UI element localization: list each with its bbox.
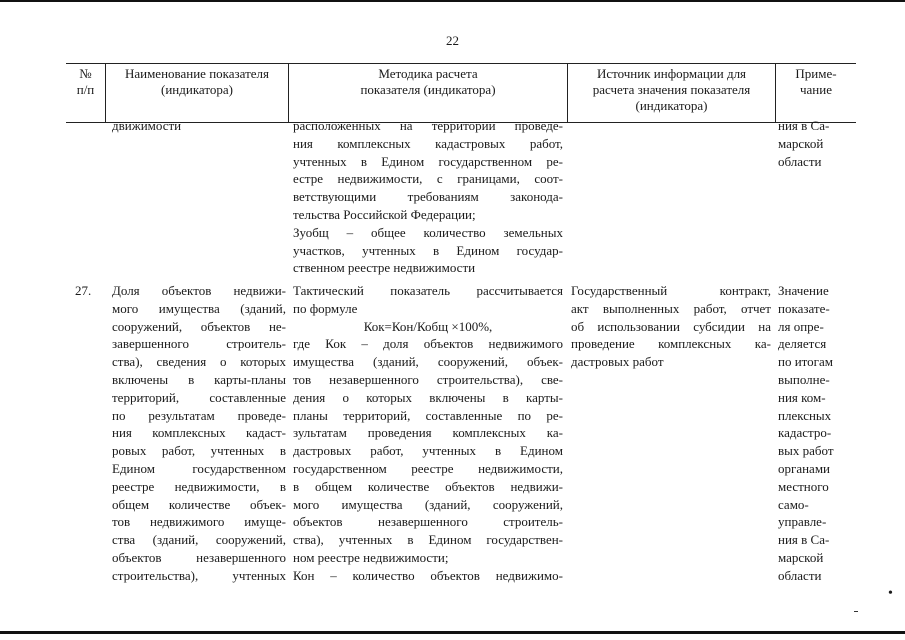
bottom-border: [0, 631, 905, 634]
cont-method-cell: расположенных на территории проведе- ния комплексных кадастровых работ, учтенных в Едином государственном ре- естре недвижимости, с границами, соот- ветствующими требованиям законода- тельства Российской Федерации; Зуобщ – общее количество земельных участков, учтенных в Едином государ- ственном реестре недвижимости: [293, 118, 563, 276]
header-num: № п/п: [76, 66, 95, 97]
indicator-name-cell: Доля объектов недвижи- мого имущества (зданий, сооружений, объектов не- завершенного строитель- ства), сведения о которых включены в карты-планы территорий, составленные по результатам проведе- ния комплексных кадаст- ровых работ, учтенных в Едином государственном реестре недвижимости, в общем количестве объек- тов недвижимого имуще- ства (зданий, сооружений, объектов незавершенного строительства), учтенных: [112, 283, 286, 583]
note-cell: Значение показате- ля опре- деляется по итогам выполне- ния ком- плексных кадастро- вых работ органами местного само- управле- ния в Са- марской области: [778, 283, 834, 583]
header-source: Источник информации для расчета значения показателя (индикатора): [592, 66, 751, 113]
formula: Кок=Кон/Кобщ ×100%,: [363, 318, 493, 334]
header-note: Приме- чание: [795, 66, 837, 97]
header-indicator-name: Наименование показателя (индикатора): [124, 66, 270, 97]
header-method: Методика расчета показателя (индикатора): [360, 66, 496, 97]
source-cell: Государственный контракт, акт выполненных работ, отчет об использовании субсидии на проведение комплексных ка- дастровых работ: [571, 283, 771, 370]
page-number: 22: [446, 33, 459, 48]
row-number: 27.: [75, 283, 92, 298]
top-border: [0, 0, 905, 2]
cont-name-cell: движимости: [112, 118, 182, 133]
scan-speck: •: [888, 586, 893, 601]
cont-note-cell: ния в Са- марской области: [778, 118, 830, 169]
table-top-rule: [66, 63, 856, 64]
method-cell: Тактический показатель рассчитывается по формуле Кок=Кон/Кобщ ×100%, где Кок – доля объектов недвижимого имущества (зданий, сооружений, объек- тов незавершенного строительства), све- дения о которых включены в карты- планы территорий, составленные по ре- зультатам проведения комплексных ка- дастровых работ, учтенных в Едином государственном реестре недвижимости, в общем количестве объектов недвижи- мого имущества (зданий, сооружений, объектов незавершенного строитель- ства), учтенных в Едином государствен- ном реестре недвижимости; Кон – количество объектов недвижимо-: [293, 283, 563, 583]
scan-mark: [854, 611, 858, 612]
